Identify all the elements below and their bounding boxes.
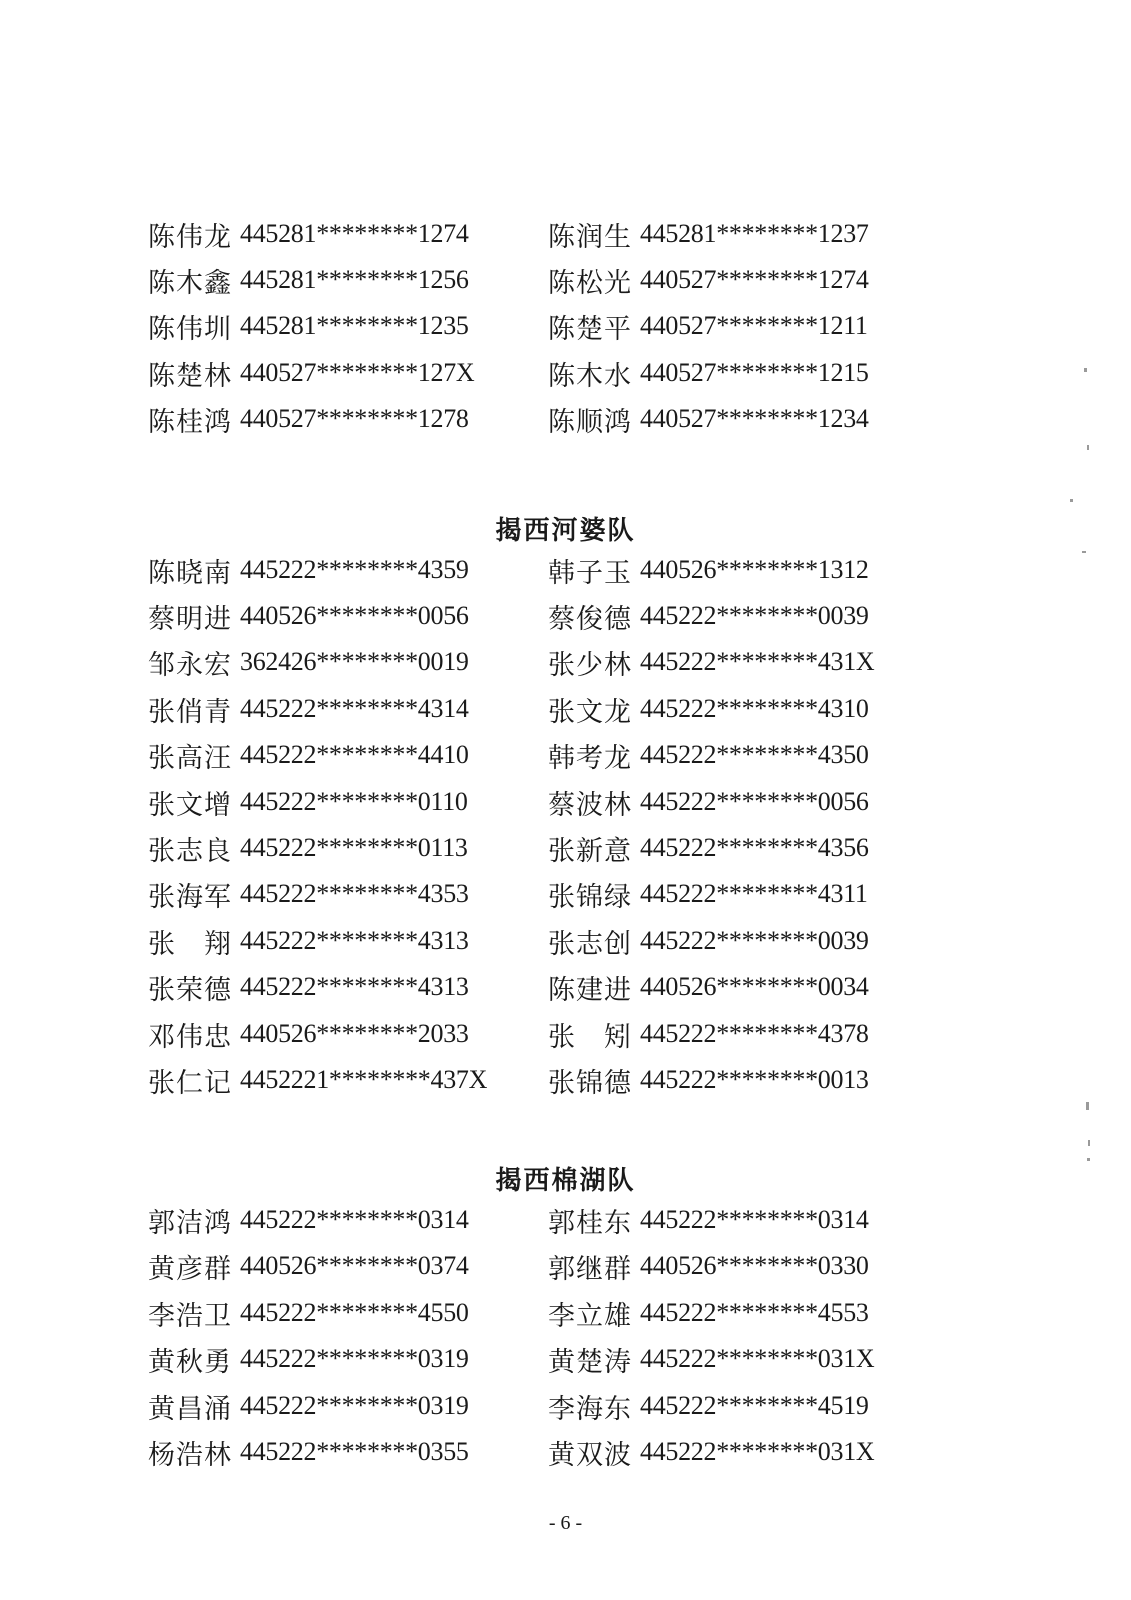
id-number: 445281********1274: [240, 219, 469, 248]
table-row: [148, 550, 988, 590]
table-row: [148, 1293, 988, 1333]
table-row: [148, 353, 988, 393]
person-name: 张锦德: [548, 1067, 632, 1099]
entry: [548, 307, 948, 346]
table-row: [148, 689, 988, 729]
id-number: 440526********1312: [640, 555, 869, 584]
table-row: [148, 1339, 988, 1379]
entry: [148, 1061, 548, 1100]
scan-speck: [1070, 499, 1073, 502]
person-name: 张文龙: [548, 696, 632, 728]
id-number: 445222********4350: [640, 740, 869, 769]
scan-speck: [1084, 368, 1087, 372]
id-number: 445222********4353: [240, 879, 469, 908]
table-row: [148, 214, 988, 254]
entry: [148, 1015, 548, 1054]
entry: [548, 829, 948, 868]
id-number: 445222********4311: [640, 879, 868, 908]
entry: [548, 1294, 948, 1333]
entry: [148, 1247, 548, 1286]
entry: [548, 968, 948, 1007]
table-row: [148, 967, 988, 1007]
person-name: 陈润生: [548, 221, 632, 253]
id-number: 445222********4519: [640, 1391, 869, 1420]
id-number: 445222********031X: [640, 1344, 875, 1373]
person-name: 陈伟圳: [148, 313, 232, 345]
person-name: 黄双波: [548, 1439, 632, 1471]
person-name: 张新意: [548, 835, 632, 867]
entry: [548, 215, 948, 254]
person-name: 张海军: [148, 881, 232, 913]
person-name: 黄楚涛: [548, 1346, 632, 1378]
person-name: 张志创: [548, 928, 632, 960]
entry: [148, 1294, 548, 1333]
entry: [548, 1247, 948, 1286]
entry: [148, 968, 548, 1007]
entry: [548, 1061, 948, 1100]
person-name: 黄秋勇: [148, 1346, 232, 1378]
person-name: 韩考龙: [548, 742, 632, 774]
id-number: 445222********0113: [240, 833, 468, 862]
entry: [548, 597, 948, 636]
id-number: 4452221********437X: [240, 1065, 488, 1094]
person-name: 郭桂东: [548, 1207, 632, 1239]
entry: [148, 1433, 548, 1472]
table-row: [148, 306, 988, 346]
person-name: 陈木水: [548, 360, 632, 392]
entry: [548, 736, 948, 775]
entry: [148, 643, 548, 682]
entry: [548, 400, 948, 439]
person-name: 邹永宏: [148, 649, 232, 681]
entry: [548, 1015, 948, 1054]
person-name: 张荣德: [148, 974, 232, 1006]
table-row: [148, 260, 988, 300]
person-name: 郭继群: [548, 1253, 632, 1285]
person-name: 黄彦群: [148, 1253, 232, 1285]
table-row: [148, 1386, 988, 1426]
person-name: 张 翔: [148, 928, 232, 960]
person-name: 张志良: [148, 835, 232, 867]
person-name: 张仁记: [148, 1067, 232, 1099]
id-number: 445222********4356: [640, 833, 869, 862]
id-number: 445222********4313: [240, 926, 469, 955]
entry: [548, 1387, 948, 1426]
id-number: 440527********1211: [640, 311, 868, 340]
entry: [148, 1387, 548, 1426]
id-number: 445222********4314: [240, 694, 469, 723]
id-number: 445222********0013: [640, 1065, 869, 1094]
entry: [148, 307, 548, 346]
table-row: [148, 921, 988, 961]
id-number: 440527********1215: [640, 358, 869, 387]
id-number: 440527********1278: [240, 404, 469, 433]
table-row: [148, 1432, 988, 1472]
person-name: 张文增: [148, 789, 232, 821]
id-number: 445222********4410: [240, 740, 469, 769]
id-number: 440527********1274: [640, 265, 869, 294]
id-number: 445222********0319: [240, 1391, 469, 1420]
id-number: 445222********4378: [640, 1019, 869, 1048]
person-name: 张高汪: [148, 742, 232, 774]
table-row: [148, 782, 988, 822]
section-heading: 揭西棉湖队: [495, 1166, 636, 1196]
entry: [148, 1201, 548, 1240]
entry: [148, 922, 548, 961]
person-name: 杨浩林: [148, 1439, 232, 1471]
person-name: 陈建进: [548, 974, 632, 1006]
id-number: 362426********0019: [240, 647, 469, 676]
person-name: 蔡明进: [148, 603, 232, 635]
id-number: 440526********0330: [640, 1251, 869, 1280]
table-row: [148, 1060, 988, 1100]
table-row: [148, 596, 988, 636]
person-name: 黄昌涌: [148, 1393, 232, 1425]
id-number: 440526********0034: [640, 972, 869, 1001]
person-name: 陈松光: [548, 267, 632, 299]
person-name: 张 矧: [548, 1021, 632, 1053]
entry: [148, 215, 548, 254]
id-number: 440526********0374: [240, 1251, 469, 1280]
entry: [148, 783, 548, 822]
entry: [548, 783, 948, 822]
entry: [548, 643, 948, 682]
entry: [548, 1201, 948, 1240]
entry: [148, 829, 548, 868]
entry: [148, 597, 548, 636]
entry: [548, 875, 948, 914]
entry: [148, 400, 548, 439]
id-number: 440526********0056: [240, 601, 469, 630]
id-number: 445281********1235: [240, 311, 469, 340]
entry: [548, 1433, 948, 1472]
person-name: 陈桂鸿: [148, 406, 232, 438]
table-row: [148, 642, 988, 682]
person-name: 李浩卫: [148, 1300, 232, 1332]
person-name: 李立雄: [548, 1300, 632, 1332]
id-number: 445222********0319: [240, 1344, 469, 1373]
entry: [148, 261, 548, 300]
id-number: 445222********0039: [640, 926, 869, 955]
person-name: 韩子玉: [548, 557, 632, 589]
person-name: 蔡波林: [548, 789, 632, 821]
person-name: 李海东: [548, 1393, 632, 1425]
id-number: 440527********1234: [640, 404, 869, 433]
entry: [548, 1340, 948, 1379]
person-name: 张锦绿: [548, 881, 632, 913]
entry: [548, 354, 948, 393]
id-number: 445222********4550: [240, 1298, 469, 1327]
person-name: 陈楚林: [148, 360, 232, 392]
page-number: - 6 -: [548, 1512, 583, 1534]
entry: [548, 690, 948, 729]
entry: [148, 690, 548, 729]
entry: [148, 551, 548, 590]
id-number: 445222********031X: [640, 1437, 875, 1466]
person-name: 张俏青: [148, 696, 232, 728]
person-name: 陈木鑫: [148, 267, 232, 299]
person-name: 蔡俊德: [548, 603, 632, 635]
scan-speck: [1088, 1140, 1090, 1146]
entry: [148, 875, 548, 914]
scan-speck: [1087, 445, 1089, 450]
person-name: 陈晓南: [148, 557, 232, 589]
id-number: 440526********2033: [240, 1019, 469, 1048]
id-number: 445222********0314: [240, 1205, 469, 1234]
id-number: 445222********0355: [240, 1437, 469, 1466]
table-row: [148, 828, 988, 868]
person-name: 郭洁鸿: [148, 1207, 232, 1239]
section-heading: 揭西河婆队: [495, 516, 636, 546]
person-name: 陈伟龙: [148, 221, 232, 253]
scan-speck: [1086, 1102, 1089, 1110]
id-number: 445281********1256: [240, 265, 469, 294]
id-number: 445281********1237: [640, 219, 869, 248]
scan-speck: [1087, 1158, 1090, 1161]
id-number: 445222********431X: [640, 647, 875, 676]
person-name: 邓伟忠: [148, 1021, 232, 1053]
id-number: 445222********0110: [240, 787, 468, 816]
id-number: 445222********0314: [640, 1205, 869, 1234]
scan-speck: [1082, 551, 1086, 553]
entry: [548, 551, 948, 590]
id-number: 445222********0039: [640, 601, 869, 630]
person-name: 陈顺鸿: [548, 406, 632, 438]
entry: [548, 261, 948, 300]
table-row: [148, 1014, 988, 1054]
entry: [148, 354, 548, 393]
entry: [548, 922, 948, 961]
person-name: 陈楚平: [548, 313, 632, 345]
id-number: 445222********4359: [240, 555, 469, 584]
table-row: [148, 399, 988, 439]
table-row: [148, 1246, 988, 1286]
table-row: [148, 1200, 988, 1240]
table-row: [148, 874, 988, 914]
id-number: 445222********4553: [640, 1298, 869, 1327]
person-name: 张少林: [548, 649, 632, 681]
id-number: 445222********4310: [640, 694, 869, 723]
table-row: [148, 735, 988, 775]
id-number: 440527********127X: [240, 358, 475, 387]
id-number: 445222********4313: [240, 972, 469, 1001]
entry: [148, 736, 548, 775]
entry: [148, 1340, 548, 1379]
id-number: 445222********0056: [640, 787, 869, 816]
